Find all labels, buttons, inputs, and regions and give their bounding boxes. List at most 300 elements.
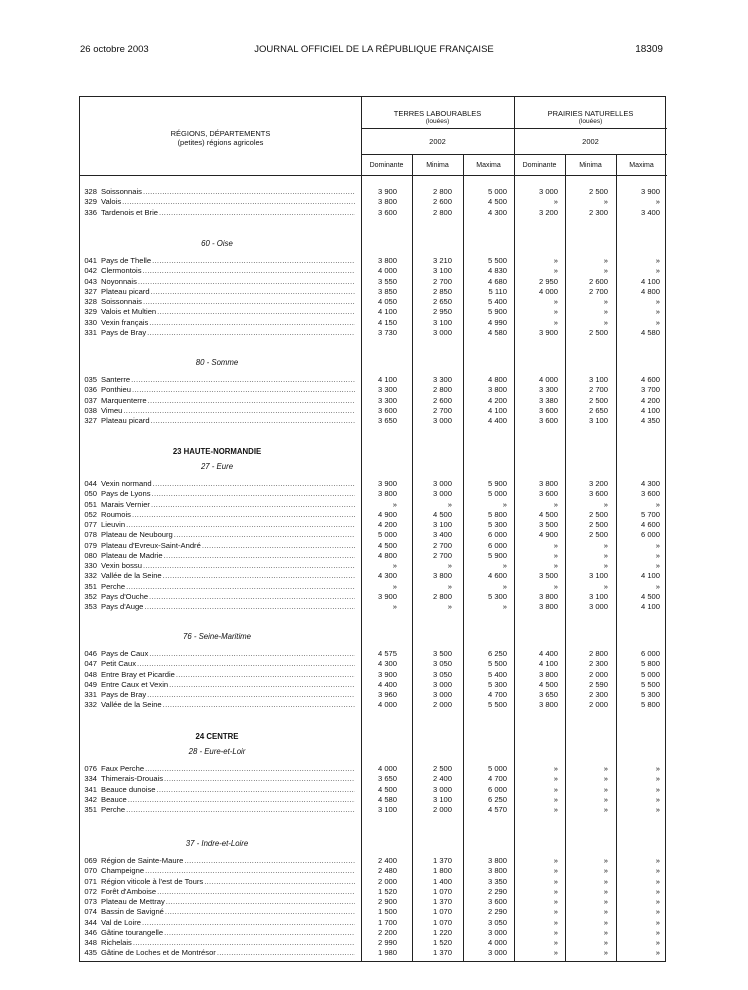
table-row	[80, 307, 667, 317]
prairies-maxima: »	[655, 540, 660, 550]
prairies-dominante: 3 600	[538, 405, 558, 415]
prairies-minima: »	[603, 784, 608, 794]
prairies-minima: »	[603, 876, 608, 886]
prairies-dominante: 4 000	[538, 286, 558, 296]
prairies-dominante: 3 800	[538, 591, 558, 601]
prairies-maxima: 4 300	[640, 479, 660, 488]
region-name: Vimeu .....	[101, 406, 355, 416]
terres-maxima: 6 250	[487, 794, 507, 804]
region-name: Entre Caux et Vexin .....	[101, 680, 355, 690]
terres-minima: »	[447, 561, 452, 570]
region-code: 071	[84, 876, 97, 886]
prairies-maxima: »	[655, 927, 660, 937]
terres-minima: 2 700	[432, 276, 452, 286]
terres-dominante: 3 300	[377, 395, 397, 405]
prairies-minima: »	[603, 540, 608, 550]
prairies-minima: 2 600	[588, 276, 608, 286]
terres-maxima: 4 700	[487, 690, 507, 699]
prairies-minima: »	[603, 866, 608, 876]
region-code: 346	[84, 927, 97, 937]
header-title: JOURNAL OFFICIEL DE LA RÉPUBLIQUE FRANÇAISE	[254, 44, 494, 55]
department-heading: 28 - Eure-et-Loir	[188, 747, 246, 756]
region-code: 036	[84, 385, 97, 395]
terres-maxima: 5 300	[487, 679, 507, 689]
prairies-minima: 2 500	[588, 530, 608, 540]
region-name: Ponthieu .....	[101, 385, 355, 395]
terres-minima: 2 600	[432, 395, 452, 405]
terres-maxima: 3 800	[487, 866, 507, 876]
terres-maxima: 6 000	[487, 530, 507, 540]
prairies-minima: 2 700	[588, 385, 608, 395]
terres-dominante: 2 480	[377, 866, 397, 876]
region-name: Beauce .....	[101, 795, 355, 805]
terres-dominante: 4 200	[377, 520, 397, 529]
prairies-minima: 2 000	[588, 700, 608, 710]
terres-maxima: 4 400	[487, 416, 507, 425]
prairies-dominante: »	[553, 774, 558, 784]
prairies-dominante: »	[553, 948, 558, 958]
region-name: Beauce dunoise .....	[101, 785, 355, 795]
region-heading: 23 HAUTE-NORMANDIE	[172, 447, 262, 456]
terres-minima: 3 000	[432, 479, 452, 488]
region-name: Vexin normand .....	[101, 479, 355, 489]
prairies-maxima: 4 100	[640, 602, 660, 611]
prairies-minima: »	[603, 297, 608, 306]
prairies-maxima: »	[655, 297, 660, 306]
terres-dominante: »	[392, 499, 397, 509]
prairies-minima: »	[603, 938, 608, 947]
terres-maxima: 3 000	[487, 948, 507, 958]
prairies-minima: 3 100	[588, 571, 608, 581]
terres-maxima: 3 600	[487, 897, 507, 906]
year2: 2002	[582, 137, 599, 146]
prairies-dominante: 4 000	[538, 375, 558, 384]
terres-minima: 2 800	[432, 385, 452, 395]
table-row	[80, 938, 667, 948]
prairies-dominante: 3 380	[538, 395, 558, 405]
table-row	[80, 928, 667, 938]
region-name: Forêt d'Amboise .....	[101, 887, 355, 897]
prairies-dominante: 3 500	[538, 520, 558, 529]
terres-maxima: 4 570	[487, 805, 507, 814]
region-name: Plateau de Neubourg .....	[101, 530, 355, 540]
col-maxima-2: Maxima	[629, 162, 654, 169]
prairies-maxima: 4 100	[640, 571, 660, 581]
region-code: 049	[84, 679, 97, 689]
region-name: Vexin bossu .....	[101, 561, 355, 571]
terres-minima: 3 000	[432, 784, 452, 794]
department-heading: 37 - Indre-et-Loire	[185, 839, 249, 848]
region-code: 079	[84, 540, 97, 550]
region-name: Plateau de Madrie .....	[101, 551, 355, 561]
terres-dominante: 3 800	[377, 489, 397, 499]
prairies-minima: »	[603, 774, 608, 784]
prairies-minima: »	[603, 550, 608, 560]
region-code: 344	[84, 917, 97, 927]
terres-maxima: 4 000	[487, 938, 507, 947]
prairies-maxima: 3 900	[640, 187, 660, 196]
prairies-dominante: »	[553, 317, 558, 327]
prairies-minima: 3 600	[588, 489, 608, 499]
table-row	[80, 256, 667, 266]
terres-maxima: 4 600	[487, 571, 507, 581]
table-row	[80, 856, 667, 866]
prairies-maxima: »	[655, 774, 660, 784]
prairies-minima: 2 500	[588, 327, 608, 337]
prairies-minima: 2 500	[588, 509, 608, 519]
region-code: 044	[84, 479, 97, 488]
prairies-minima: »	[603, 917, 608, 927]
region-code: 329	[84, 307, 97, 317]
prairies-maxima: »	[655, 550, 660, 560]
prairies-maxima: 5 700	[640, 509, 660, 519]
region-name: Bassin de Savigné .....	[101, 907, 355, 917]
prairies-maxima: 4 800	[640, 286, 660, 296]
table-row	[80, 489, 667, 499]
terres-dominante: 4 050	[377, 297, 397, 306]
table-row	[80, 805, 667, 815]
region-code: 330	[84, 561, 97, 570]
region-code: 341	[84, 784, 97, 794]
terres-maxima: 4 680	[487, 276, 507, 286]
prairies-dominante: »	[553, 550, 558, 560]
terres-maxima: 5 400	[487, 669, 507, 679]
region-name: Vallée de la Seine .....	[101, 700, 355, 710]
prairies-minima: »	[603, 907, 608, 917]
table-row	[80, 670, 667, 680]
table-row	[80, 785, 667, 795]
prairies-maxima: 6 000	[640, 649, 660, 658]
region-code: 332	[84, 571, 97, 581]
prairies-dominante: »	[553, 856, 558, 865]
prairies-dominante: 3 600	[538, 416, 558, 425]
region-label-2: (petites) régions agricoles	[177, 138, 264, 147]
region-name: Pays de Bray .....	[101, 690, 355, 700]
prairies-dominante: 3 500	[538, 571, 558, 581]
prairies-minima: 2 500	[588, 520, 608, 529]
prairies-dominante: 4 900	[538, 530, 558, 540]
region-code: 069	[84, 856, 97, 865]
prairies-maxima: 4 600	[640, 520, 660, 529]
department-heading: 27 - Eure	[200, 462, 234, 471]
terres-dominante: 4 000	[377, 700, 397, 710]
col-dominante-2: Dominante	[522, 162, 557, 169]
terres-dominante: 3 300	[377, 385, 397, 395]
prairies-maxima: 3 600	[640, 489, 660, 499]
group1-sub: (louées)	[425, 118, 450, 125]
prairies-maxima: 5 500	[640, 679, 660, 689]
year1: 2002	[429, 137, 446, 146]
region-name: Champeigne .....	[101, 866, 355, 876]
terres-minima: »	[447, 499, 452, 509]
region-name: Lieuvin .....	[101, 520, 355, 530]
region-code: 035	[84, 375, 97, 384]
terres-minima: 2 000	[432, 805, 452, 814]
prairies-dominante: »	[553, 540, 558, 550]
region-code: 080	[84, 550, 97, 560]
table-row	[80, 187, 667, 197]
prairies-maxima: »	[655, 499, 660, 509]
prairies-minima: »	[603, 927, 608, 937]
region-name: Région viticole à l'est de Tours .....	[101, 877, 355, 887]
prairies-maxima: »	[655, 856, 660, 865]
prairies-minima: »	[603, 805, 608, 814]
terres-dominante: 3 650	[377, 774, 397, 784]
region-name: Soissonnais .....	[101, 297, 355, 307]
prairies-minima: »	[603, 256, 608, 265]
terres-maxima: 3 800	[487, 856, 507, 865]
terres-minima: 2 000	[432, 700, 452, 710]
terres-dominante: »	[392, 581, 397, 591]
terres-maxima: 5 110	[488, 286, 507, 296]
prairies-maxima: »	[655, 794, 660, 804]
table-row	[80, 866, 667, 876]
prairies-dominante: »	[553, 197, 558, 207]
table-row	[80, 479, 667, 489]
terres-minima: 2 850	[432, 286, 452, 296]
prairies-dominante: 3 200	[538, 207, 558, 217]
terres-minima: 2 700	[432, 540, 452, 550]
table-row	[80, 197, 667, 207]
prairies-dominante: »	[553, 927, 558, 937]
region-name: Tardenois et Brie .....	[101, 208, 355, 218]
terres-maxima: 6 000	[487, 784, 507, 794]
terres-maxima: 4 100	[487, 405, 507, 415]
terres-minima: 1 520	[432, 938, 452, 947]
region-name: Soissonnais .....	[101, 187, 355, 197]
terres-maxima: 4 800	[487, 375, 507, 384]
prairies-maxima: »	[655, 197, 660, 207]
region-name: Pays de Bray .....	[101, 328, 355, 338]
prairies-minima: »	[603, 856, 608, 865]
terres-maxima: 5 500	[487, 659, 507, 669]
prairies-minima: »	[603, 794, 608, 804]
prairies-maxima: 6 000	[640, 530, 660, 540]
prairies-maxima: 4 100	[640, 405, 660, 415]
prairies-maxima: 3 400	[640, 207, 660, 217]
region-code: 330	[84, 317, 97, 327]
region-code: 050	[84, 489, 97, 499]
terres-maxima: 5 900	[487, 307, 507, 317]
prairies-dominante: »	[553, 784, 558, 794]
prairies-minima: 2 000	[588, 669, 608, 679]
terres-minima: »	[447, 581, 452, 591]
table-row	[80, 602, 667, 612]
terres-dominante: 4 000	[377, 764, 397, 773]
table-row	[80, 530, 667, 540]
prairies-maxima: »	[655, 256, 660, 265]
terres-dominante: 4 000	[377, 266, 397, 276]
prairies-dominante: 4 500	[538, 679, 558, 689]
prairies-maxima: 5 800	[640, 659, 660, 669]
prairies-maxima: »	[655, 805, 660, 814]
terres-minima: 1 400	[432, 876, 452, 886]
region-code: 351	[84, 805, 97, 814]
group-terres-header	[361, 109, 514, 125]
prairies-dominante: »	[553, 938, 558, 947]
terres-dominante: 3 600	[377, 405, 397, 415]
terres-dominante: 3 800	[377, 197, 397, 207]
prairies-maxima: 4 580	[640, 327, 660, 337]
terres-dominante: 4 580	[377, 794, 397, 804]
terres-minima: 3 000	[432, 416, 452, 425]
table-row	[80, 887, 667, 897]
prairies-maxima: 4 600	[640, 375, 660, 384]
region-code: 052	[84, 509, 97, 519]
group1-title: TERRES LABOURABLES	[393, 109, 482, 118]
region-name: Gâtine tourangelle .....	[101, 928, 355, 938]
region-code: 070	[84, 866, 97, 876]
region-name: Perche .....	[101, 582, 355, 592]
terres-dominante: 3 550	[377, 276, 397, 286]
prairies-maxima: »	[655, 897, 660, 906]
region-name: Plateau picard .....	[101, 416, 355, 426]
terres-maxima: 4 580	[487, 327, 507, 337]
region-code: 352	[84, 591, 97, 601]
table-row	[80, 649, 667, 659]
region-code: 037	[84, 395, 97, 405]
terres-maxima: 4 200	[487, 395, 507, 405]
terres-maxima: »	[502, 602, 507, 611]
terres-maxima: 2 290	[487, 886, 507, 896]
prairies-maxima: »	[655, 886, 660, 896]
table-row	[80, 877, 667, 887]
table-row	[80, 541, 667, 551]
prairies-dominante: 3 800	[538, 602, 558, 611]
prairies-minima: 3 100	[588, 416, 608, 425]
region-code: 046	[84, 649, 97, 658]
prairies-dominante: 2 950	[538, 276, 558, 286]
prairies-maxima: »	[655, 307, 660, 317]
terres-dominante: 3 900	[377, 187, 397, 196]
region-code: 353	[84, 602, 97, 611]
terres-maxima: 6 000	[487, 540, 507, 550]
terres-dominante: 4 100	[377, 375, 397, 384]
region-code: 048	[84, 669, 97, 679]
prairies-dominante: 4 100	[538, 659, 558, 669]
terres-minima: 3 100	[432, 266, 452, 276]
terres-minima: 3 100	[432, 520, 452, 529]
prairies-dominante: 3 300	[538, 385, 558, 395]
region-code: 336	[84, 207, 97, 217]
group2-sub: (louées)	[578, 118, 603, 125]
region-code: 329	[84, 197, 97, 207]
terres-maxima: 5 900	[487, 550, 507, 560]
prairies-dominante: 3 600	[538, 489, 558, 499]
region-code: 351	[84, 581, 97, 591]
region-name: Pays de Lyons .....	[101, 489, 355, 499]
terres-minima: 3 100	[432, 794, 452, 804]
region-name: Thimerais-Drouais .....	[101, 774, 355, 784]
region-code: 331	[84, 327, 97, 337]
prairies-maxima: 5 800	[640, 700, 660, 710]
region-code: 331	[84, 690, 97, 699]
table-row	[80, 948, 667, 958]
region-name: Valois .....	[101, 197, 355, 207]
region-code: 073	[84, 897, 97, 906]
terres-dominante: 4 575	[377, 649, 397, 658]
terres-maxima: 4 300	[487, 207, 507, 217]
terres-minima: 2 800	[432, 187, 452, 196]
prairies-minima: »	[603, 561, 608, 570]
prairies-maxima: »	[655, 917, 660, 927]
table-row	[80, 266, 667, 276]
terres-maxima: »	[502, 561, 507, 570]
region-name: Perche .....	[101, 805, 355, 815]
terres-dominante: 5 000	[377, 530, 397, 540]
terres-dominante: 3 730	[377, 327, 397, 337]
terres-dominante: 2 200	[377, 927, 397, 937]
terres-dominante: 4 500	[377, 540, 397, 550]
region-code: 074	[84, 907, 97, 917]
region-code: 051	[84, 499, 97, 509]
terres-maxima: 5 800	[487, 509, 507, 519]
region-name: Plateau d'Evreux-Saint-André .....	[101, 541, 355, 551]
prairies-minima: 3 200	[588, 479, 608, 488]
terres-dominante: 2 000	[377, 876, 397, 886]
table-row	[80, 592, 667, 602]
terres-dominante: 2 990	[377, 938, 397, 947]
prairies-dominante: »	[553, 581, 558, 591]
prairies-minima: 3 100	[588, 591, 608, 601]
terres-maxima: 3 050	[487, 917, 507, 927]
table-row	[80, 287, 667, 297]
data-table	[79, 96, 666, 962]
prairies-maxima: »	[655, 876, 660, 886]
terres-maxima: 5 300	[487, 591, 507, 601]
region-code: 047	[84, 659, 97, 669]
region-name: Pays d'Ouche .....	[101, 592, 355, 602]
prairies-minima: 2 300	[588, 207, 608, 217]
terres-minima: 1 070	[432, 886, 452, 896]
prairies-dominante: »	[553, 897, 558, 906]
prairies-minima: 2 700	[588, 286, 608, 296]
col-dominante-1: Dominante	[369, 162, 404, 169]
prairies-maxima: »	[655, 948, 660, 958]
table-row	[80, 907, 667, 917]
prairies-maxima: 3 700	[640, 385, 660, 395]
prairies-maxima: 4 500	[640, 591, 660, 601]
col-minima-1: Minima	[426, 162, 449, 169]
terres-minima: 3 050	[432, 659, 452, 669]
prairies-dominante: 4 400	[538, 649, 558, 658]
prairies-minima: »	[603, 886, 608, 896]
terres-minima: 2 600	[432, 197, 452, 207]
prairies-maxima: 4 100	[640, 276, 660, 286]
prairies-dominante: »	[553, 307, 558, 317]
prairies-maxima: »	[655, 581, 660, 591]
terres-minima: 1 220	[432, 927, 452, 937]
prairies-maxima: 4 350	[640, 416, 660, 425]
prairies-dominante: 3 800	[538, 479, 558, 488]
terres-dominante: 1 980	[377, 948, 397, 958]
prairies-maxima: »	[655, 317, 660, 327]
terres-minima: 3 800	[432, 571, 452, 581]
prairies-dominante: »	[553, 876, 558, 886]
terres-minima: 3 000	[432, 327, 452, 337]
region-code: 076	[84, 764, 97, 773]
terres-minima: »	[447, 602, 452, 611]
region-name: Richelais .....	[101, 938, 355, 948]
terres-dominante: 3 900	[377, 591, 397, 601]
prairies-minima: »	[603, 266, 608, 276]
region-name: Santerre .....	[101, 375, 355, 385]
region-name: Valois et Multien .....	[101, 307, 355, 317]
prairies-minima: »	[603, 307, 608, 317]
prairies-maxima: 4 200	[640, 395, 660, 405]
terres-dominante: 1 500	[377, 907, 397, 917]
region-code: 332	[84, 700, 97, 710]
